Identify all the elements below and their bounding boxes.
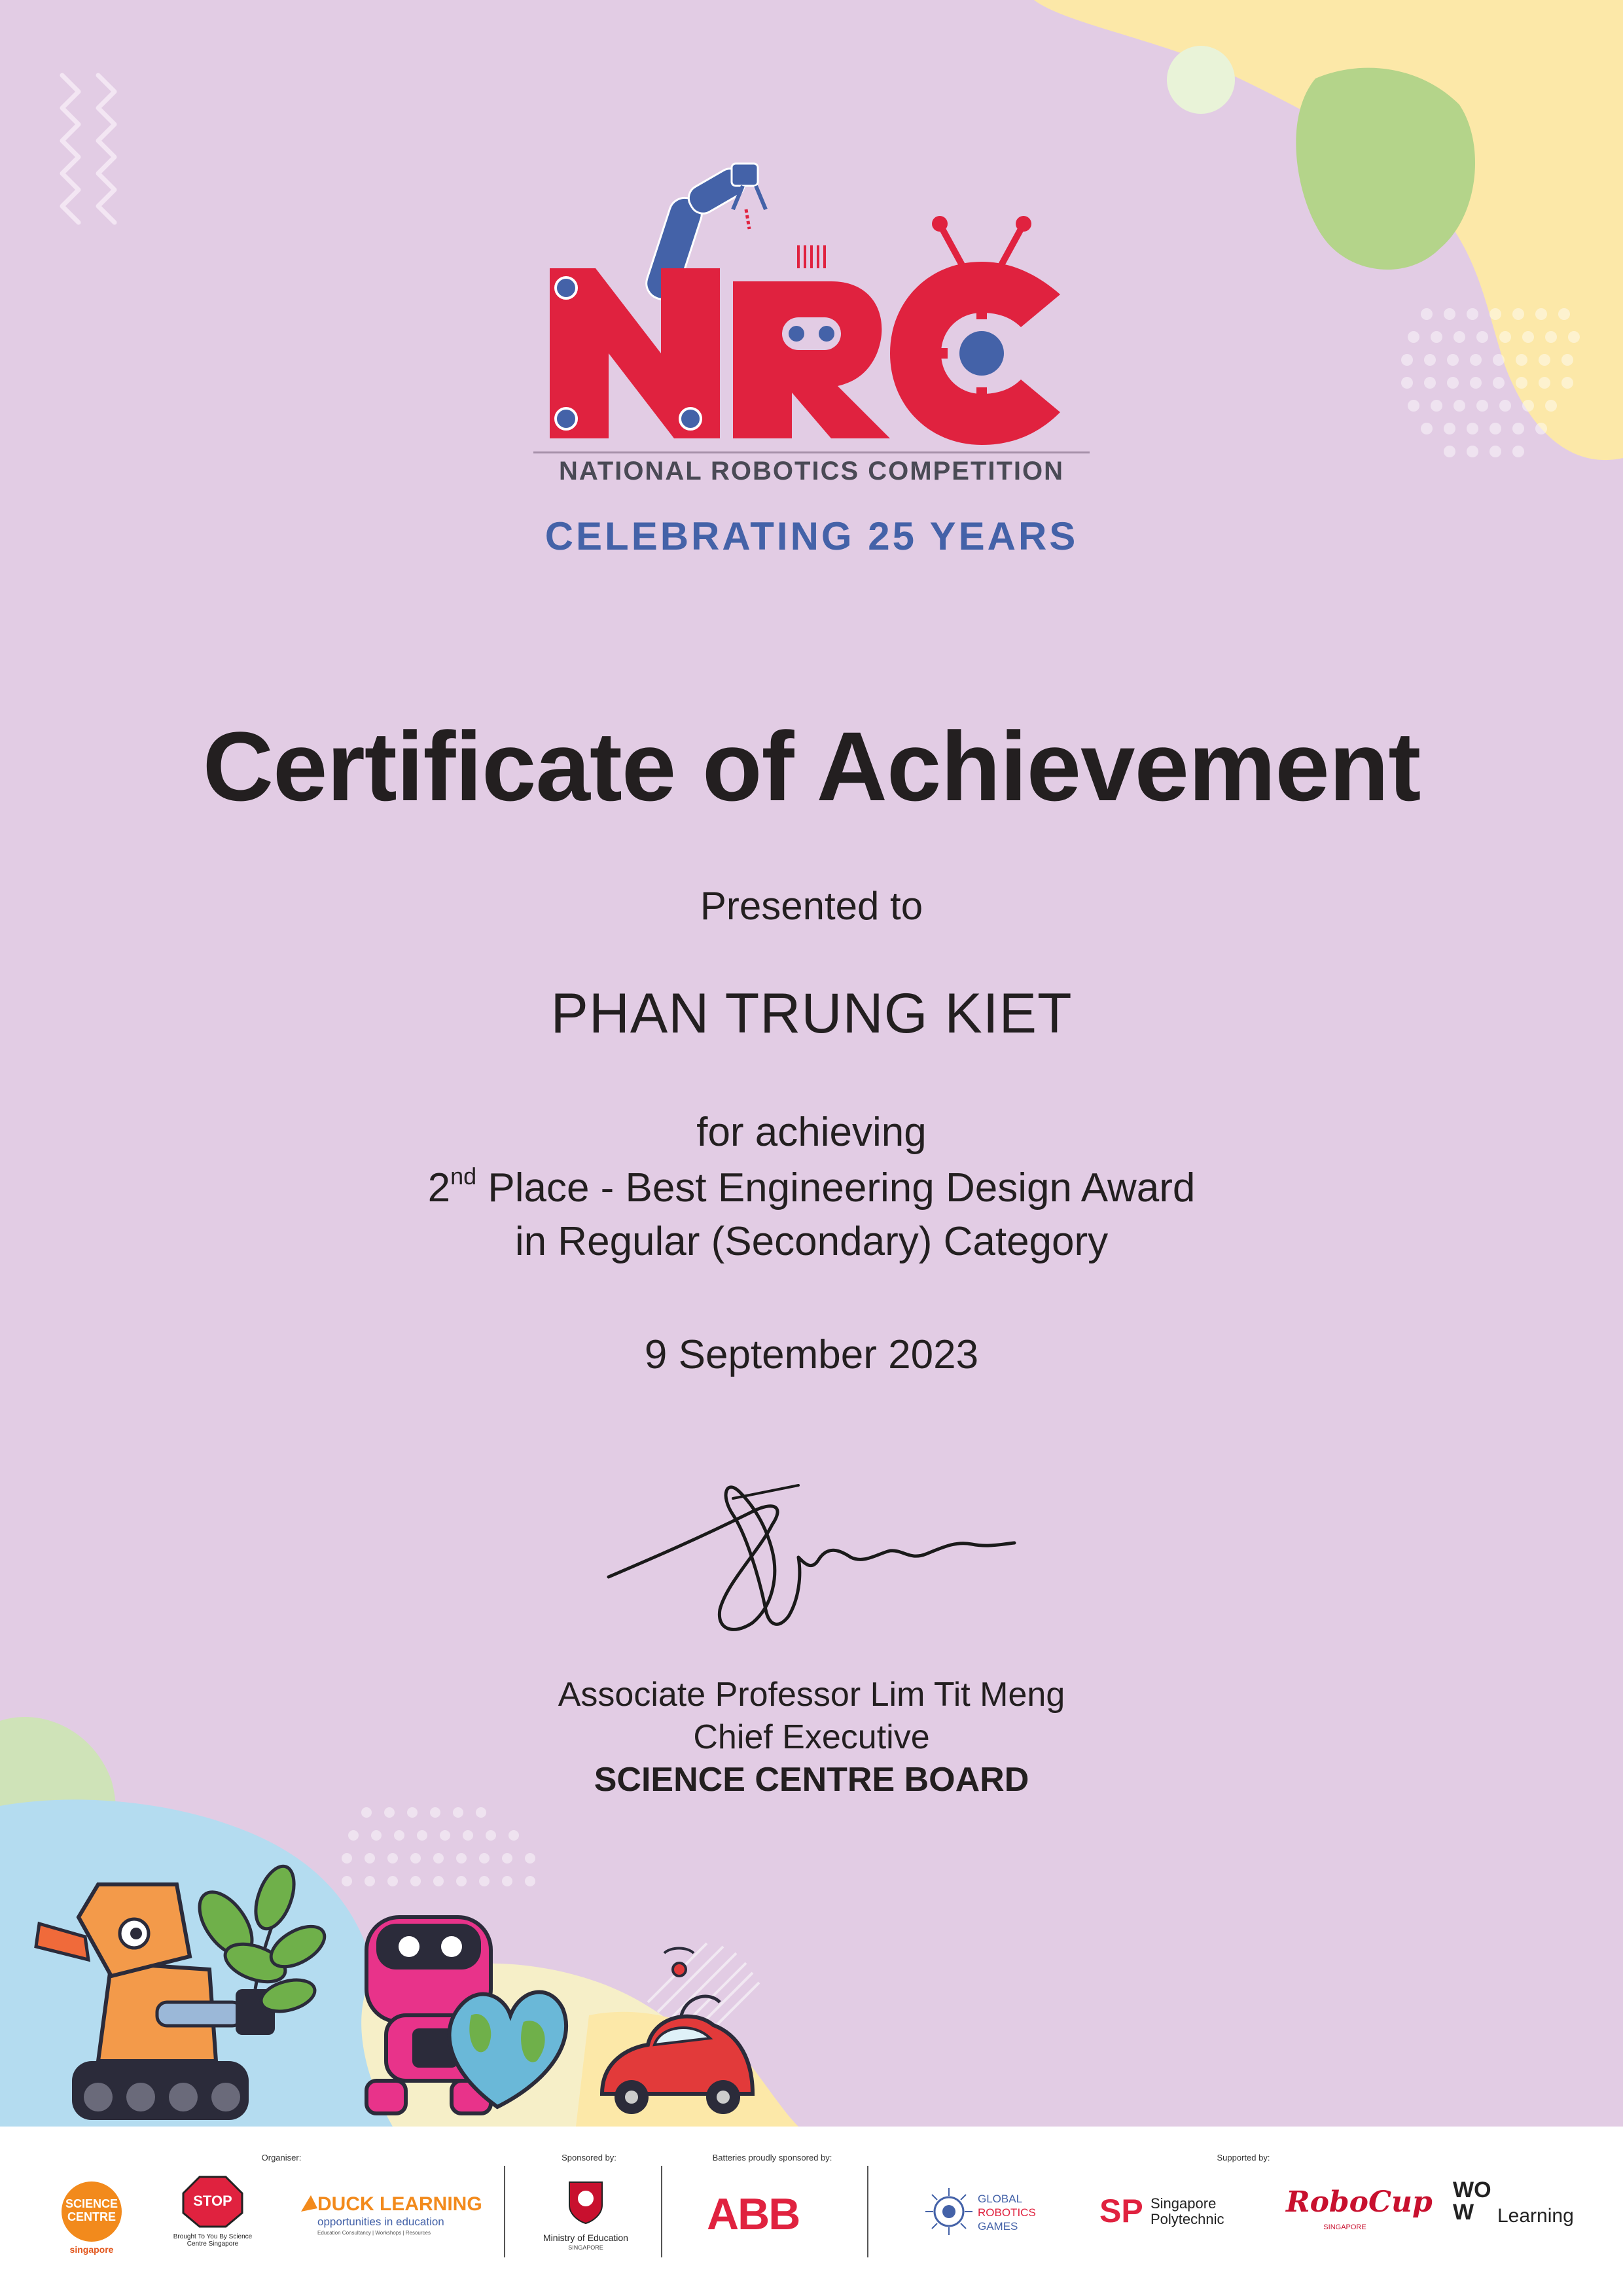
duck-learning-logo <box>291 2192 482 2251</box>
global-robotics-games-logo <box>923 2185 1054 2244</box>
moe-crest-icon <box>563 2179 609 2225</box>
signatory-title: Chief Executive <box>693 1718 930 1756</box>
organiser-label: Organiser: <box>261 2153 302 2163</box>
science-centre-logo <box>56 2179 128 2257</box>
award-line <box>0 1165 1623 1211</box>
science-centre-text: SCIENCE CENTRE <box>65 2197 118 2223</box>
award-category: in Regular (Secondary) Category <box>514 1219 1109 1264</box>
grg-line-2: ROBOTICS <box>978 2206 1036 2219</box>
award-ordinal-suffix: nd <box>450 1163 477 1190</box>
presented-to-label: Presented to <box>700 884 923 928</box>
moe-text: Ministry of Education <box>543 2233 628 2243</box>
grg-line-1: GLOBAL <box>978 2193 1023 2205</box>
grg-line-3: GAMES <box>978 2220 1018 2233</box>
robocup-text: RoboCup <box>1286 2185 1433 2219</box>
award-ordinal-number: 2 <box>427 1165 451 1210</box>
award-date: 9 September 2023 <box>644 1332 979 1377</box>
grg-text <box>978 2192 1036 2233</box>
duck-learning-text: DUCK LEARNING <box>317 2193 482 2215</box>
logo-divider <box>533 451 1090 453</box>
abb-logo <box>707 2189 825 2241</box>
wow-mark: WOW <box>1453 2178 1491 2225</box>
footer-divider <box>504 2166 505 2257</box>
robocup-logo <box>1286 2185 1433 2244</box>
robocup-sub: SINGAPORE <box>1323 2223 1366 2231</box>
signatory-organisation: SCIENCE CENTRE BOARD <box>594 1761 1029 1799</box>
wow-learning-logo <box>1453 2178 1574 2251</box>
moe-logo <box>530 2179 641 2270</box>
stop-sign-text: STOP <box>193 2193 232 2209</box>
batteries-label: Batteries proudly sponsored by: <box>712 2153 832 2163</box>
signatory-name: Associate Professor Lim Tit Meng <box>558 1676 1065 1714</box>
nrc-logo <box>524 157 1099 550</box>
grg-emblem-icon <box>923 2185 975 2238</box>
stop-sign-logo <box>167 2176 259 2261</box>
recipient-name: PHAN TRUNG KIET <box>550 982 1073 1045</box>
for-achieving-label: for achieving <box>696 1110 927 1155</box>
stop-sign-caption: Brought To You By Science Centre Singapore <box>173 2233 253 2248</box>
supported-label: Supported by: <box>1217 2153 1270 2163</box>
certificate-title: Certificate of Achievement <box>202 711 1421 821</box>
wow-learning-text: Learning <box>1497 2205 1574 2227</box>
sp-name-line-2: Polytechnic <box>1150 2211 1224 2227</box>
science-centre-sub: singapore <box>69 2244 114 2255</box>
sponsored-label: Sponsored by: <box>562 2153 616 2163</box>
sponsor-footer <box>0 2127 1623 2296</box>
duck-learning-tagline: opportunities in education <box>317 2216 444 2228</box>
award-description: Place - Best Engineering Design Award <box>476 1165 1196 1210</box>
abb-text: ABB <box>707 2189 800 2239</box>
footer-divider <box>661 2166 662 2257</box>
signature <box>602 1479 1021 1649</box>
footer-divider <box>867 2166 868 2257</box>
sp-mark: SP <box>1099 2193 1143 2229</box>
sp-name-line-1: Singapore <box>1150 2195 1217 2212</box>
sp-name <box>1150 2196 1224 2227</box>
logo-name: NATIONAL ROBOTICS COMPETITION <box>558 457 1065 486</box>
duck-learning-sub: Education Consultancy | Workshops | Resources <box>317 2230 431 2236</box>
logo-tagline: CELEBRATING 25 YEARS <box>544 514 1079 558</box>
singapore-polytechnic-logo <box>1099 2192 1250 2238</box>
moe-sub: SINGAPORE <box>568 2244 603 2251</box>
